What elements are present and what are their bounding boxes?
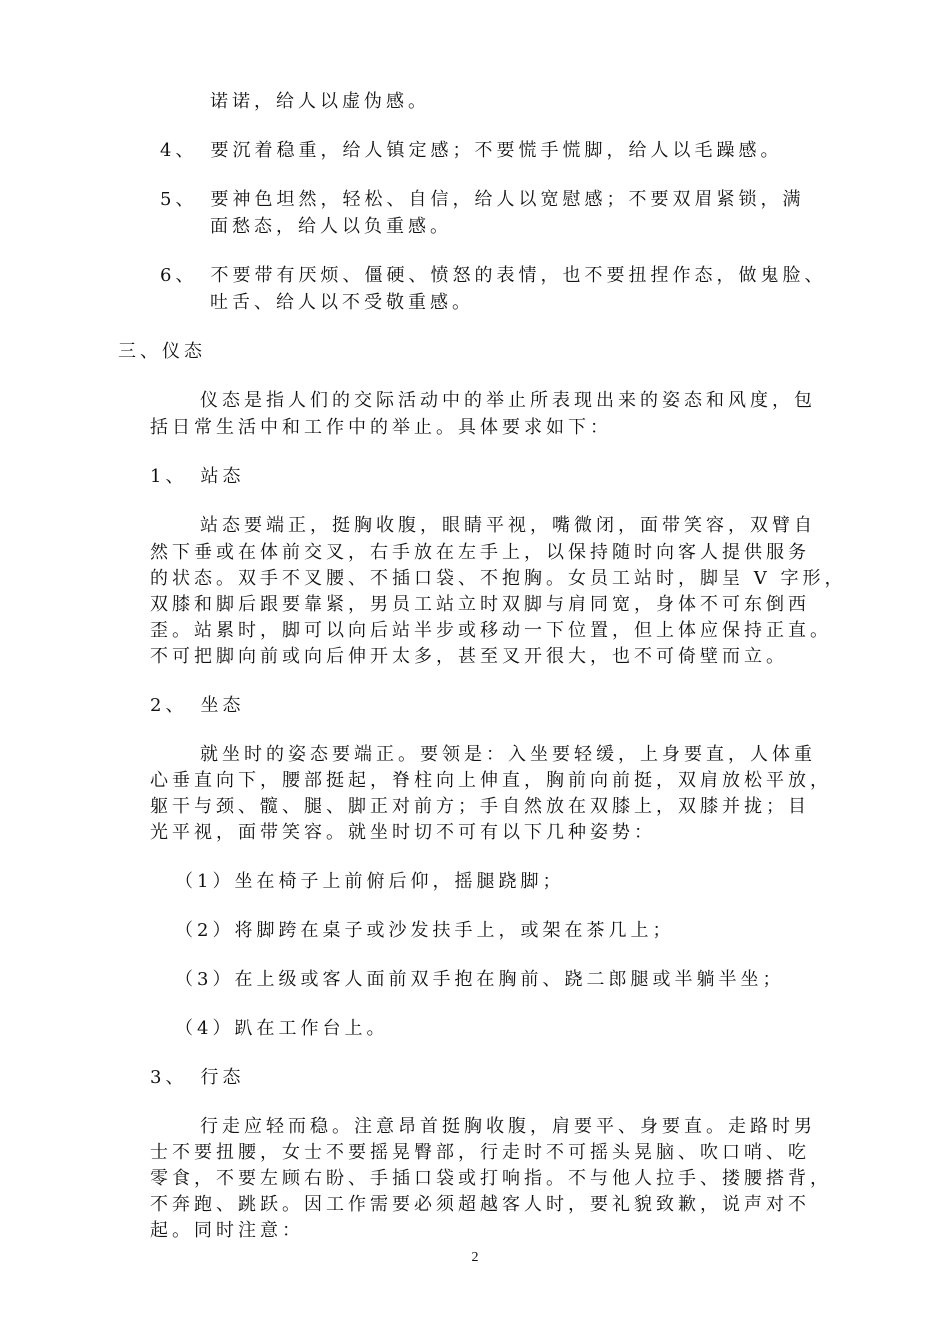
paragraph-line: 歪。站累时，脚可以向后站半步或移动一下位置，但上体应保持正直。 — [150, 620, 832, 641]
list-item: （2）将脚跨在桌子或沙发扶手上，或架在茶几上； — [175, 920, 675, 941]
paragraph-line: 就坐时的姿态要端正。要领是：入坐要轻缓，上身要直，人体重 — [200, 744, 816, 765]
text-line: 吐舌、给人以不受敬重感。 — [210, 292, 474, 313]
list-item: （3）在上级或客人面前双手抱在胸前、跷二郎腿或半躺半坐； — [175, 969, 785, 990]
list-item: 5、 要神色坦然，轻松、自信，给人以宽慰感；不要双眉紧锁，满 — [160, 189, 805, 210]
section-heading: 三、仪态 — [118, 341, 206, 362]
subsection-heading: 1、 站态 — [150, 466, 245, 487]
paragraph-line: 躯干与颈、髋、腿、脚正对前方；手自然放在双膝上，双膝并拢；目 — [150, 796, 810, 817]
paragraph-line: 的状态。双手不叉腰、不插口袋、不抱胸。女员工站时，脚呈 V 字形， — [150, 568, 847, 589]
paragraph-line: 心垂直向下，腰部挺起，脊柱向上伸直，胸前向前挺，双肩放松平放， — [150, 770, 832, 791]
paragraph-line: 不可把脚向前或向后伸开太多，甚至叉开很大，也不可倚壁而立。 — [150, 646, 788, 667]
text-line: 诺诺，给人以虚伪感。 — [210, 91, 430, 112]
list-item: （1）坐在椅子上前俯后仰，摇腿跷脚； — [175, 871, 565, 892]
paragraph-line: 然下垂或在体前交叉，右手放在左手上，以保持随时向客人提供服务 — [150, 542, 810, 563]
paragraph-line: 站态要端正，挺胸收腹，眼睛平视，嘴微闭，面带笑容，双臂自 — [200, 515, 816, 536]
subsection-heading: 2、 坐态 — [150, 695, 245, 716]
paragraph-line: 括日常生活中和工作中的举止。具体要求如下： — [150, 417, 612, 438]
paragraph-line: 行走应轻而稳。注意昂首挺胸收腹，肩要平、身要直。走路时男 — [200, 1116, 816, 1137]
list-item: 4、 要沉着稳重，给人镇定感；不要慌手慌脚，给人以毛躁感。 — [160, 140, 783, 161]
text-line: 面愁态，给人以负重感。 — [210, 216, 452, 237]
paragraph-line: 光平视，面带笑容。就坐时切不可有以下几种姿势： — [150, 822, 656, 843]
paragraph-line: 仪态是指人们的交际活动中的举止所表现出来的姿态和风度，包 — [200, 390, 816, 411]
page-number: 2 — [471, 1250, 479, 1265]
paragraph-line: 零食，不要左顾右盼、手插口袋或打响指。不与他人拉手、搂腰搭背， — [150, 1168, 832, 1189]
subsection-heading: 3、 行态 — [150, 1067, 245, 1088]
list-item: 6、 不要带有厌烦、僵硬、愤怒的表情，也不要扭捏作态，做鬼脸、 — [160, 265, 827, 286]
paragraph-line: 双膝和脚后跟要靠紧，男员工站立时双脚与肩同宽，身体不可东倒西 — [150, 594, 810, 615]
paragraph-line: 不奔跑、跳跃。因工作需要必须超越客人时，要礼貌致歉，说声对不 — [150, 1194, 810, 1215]
paragraph-line: 起。同时注意： — [150, 1220, 304, 1241]
paragraph-line: 士不要扭腰，女士不要摇晃臀部，行走时不可摇头晃脑、吹口哨、吃 — [150, 1142, 810, 1163]
list-item: （4）趴在工作台上。 — [175, 1018, 389, 1039]
